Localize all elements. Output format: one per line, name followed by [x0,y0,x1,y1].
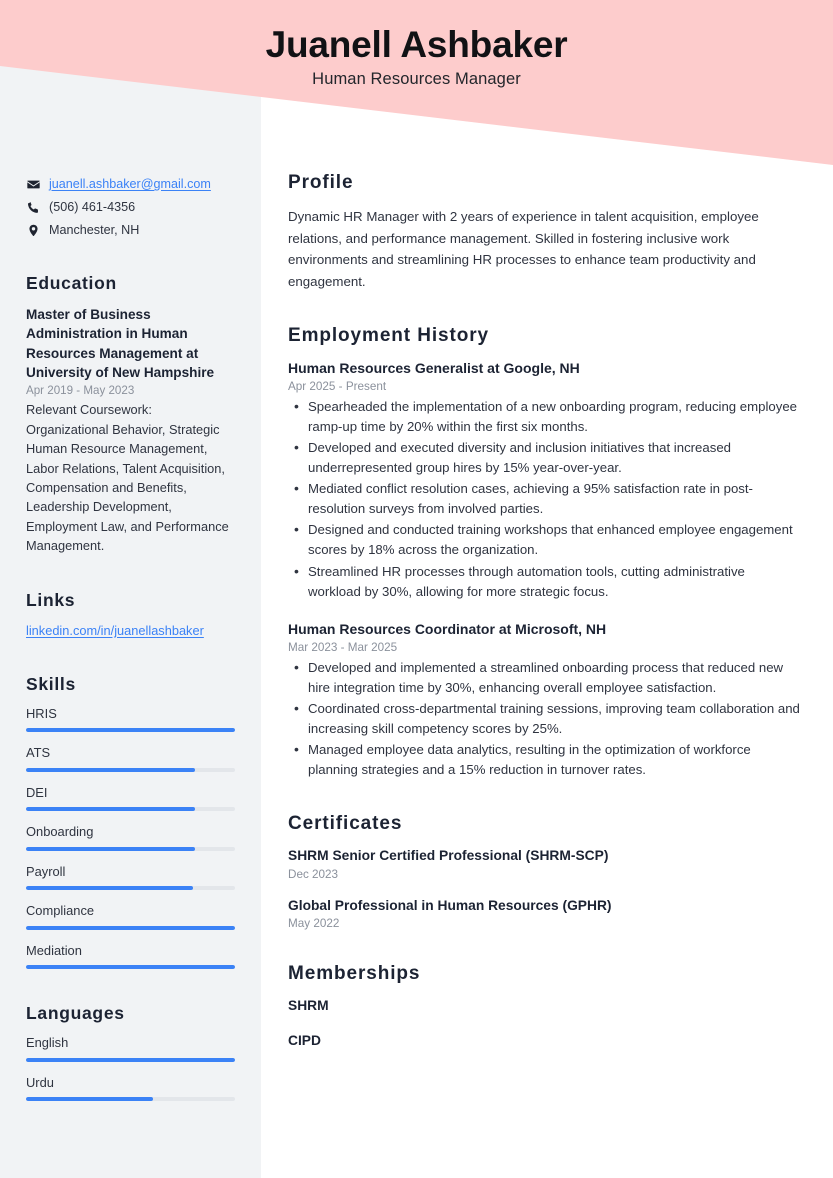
skill-item [26,785,235,811]
skill-item-label: HRIS [26,705,57,721]
certificates-section [288,813,800,930]
job-bullet: • Spearheaded the implementation of a new onboarding program, reducing employee ramp-up time by 20% within the first six months. [288,397,800,437]
profile-heading: Profile [288,172,354,193]
skill-item-bar-track [26,728,235,732]
phone-icon [26,199,40,214]
education-degree: Master of Business Administration in Human Resources Management at University of New Hampshire [26,307,215,380]
contact-row [26,199,235,216]
skill-item-bar-fill [26,886,193,890]
job-role: Human Resources Generalist at Google, NH [288,360,580,377]
job-entry [288,620,800,780]
education-heading: Education [26,273,117,293]
membership-item: CIPD [288,1033,321,1049]
skill-item-bar-track [26,886,235,890]
job-bullet: • Mediated conflict resolution cases, achieving a 95% satisfaction rate in post-resolution surveys from involved parties. [288,479,800,519]
links-heading: Links [26,589,76,610]
skill-item-bar-fill [26,926,235,930]
language-item-label: Urdu [26,1074,54,1090]
job-bullet: • Managed employee data analytics, resulting in the optimization of workforce planning strategies and a 15% reduction in turnover rates. [288,740,800,780]
memberships-heading: Memberships [288,963,421,985]
skill-item [26,706,235,732]
skill-item-bar-track [26,807,235,811]
skill-item-label: DEI [26,784,48,800]
languages-section [26,1003,235,1101]
skills-section [26,674,235,969]
location-pin-icon [26,222,40,237]
language-item-bar-track [26,1097,235,1101]
links-section [26,590,235,640]
languages-list [26,1035,235,1101]
language-item-bar-fill [26,1097,153,1101]
memberships-section [288,963,800,1050]
contact-row[interactable] [26,176,235,193]
skill-item-bar-track [26,926,235,930]
languages-heading: Languages [26,1003,125,1024]
contact-row [26,222,235,239]
contact-value: (506) 461-4356 [49,200,136,214]
membership-item: SHRM [288,998,329,1014]
language-item-label: English [26,1035,69,1051]
job-bullet-list [288,658,800,780]
certificate-name: SHRM Senior Certified Professional (SHRM-SCP) [288,847,609,863]
job-entry [288,359,800,602]
skill-item-label: Mediation [26,942,82,958]
envelope-icon [26,176,40,191]
job-bullet: • Streamlined HR processes through automation tools, cutting administrative workload by 30%, allowing for more strategic focus. [288,562,800,602]
certificate-date: May 2022 [288,917,340,931]
skill-item-bar-track [26,768,235,772]
skill-item [26,903,235,929]
job-dates: Apr 2025 - Present [288,380,387,394]
main-column [261,0,833,1067]
job-bullet: • Coordinated cross-departmental training sessions, improving team collaboration and increasing skill competency scores by 25%. [288,699,800,739]
certificates-list [288,847,800,930]
skill-item [26,943,235,969]
job-bullet: • Designed and conducted training workshops that enhanced employee engagement scores by 18% across the organization. [288,520,800,560]
employment-section [288,325,800,780]
job-bullet-list [288,397,800,602]
skill-item-bar-track [26,847,235,851]
skill-item-bar-fill [26,847,195,851]
skill-item [26,824,235,850]
job-bullet: • Developed and executed diversity and inclusion initiatives that increased underrepresented group hires by 15% year-over-year. [288,438,800,478]
education-description: Relevant Coursework: Organizational Behavior, Strategic Human Resource Management, Labor Relations, Talent Acquisition, Compensation and Benefits, Leadership Development, Employment Law, and Performance Management. [26,402,229,554]
employment-heading: Employment History [288,325,489,347]
language-item-bar-track [26,1058,235,1062]
page-title: Juanell Ashbaker [265,24,568,65]
language-item [26,1035,235,1061]
skill-item [26,864,235,890]
link-linkedin[interactable]: linkedin.com/in/juanellashbaker [26,622,204,638]
skills-list [26,706,235,969]
skill-item-bar-fill [26,768,195,772]
education-section [26,273,235,556]
skill-item-label: Payroll [26,863,66,879]
skill-item-bar-track [26,965,235,969]
contact-list [26,176,235,239]
sidebar [0,0,261,1114]
job-bullet: • Developed and implemented a streamlined onboarding process that reduced new hire integration time by 30%, enhancing overall employee satisfaction. [288,658,800,698]
jobs-list [288,359,800,780]
language-item-bar-fill [26,1058,235,1062]
job-dates: Mar 2023 - Mar 2025 [288,640,398,654]
header-job-title: Human Resources Manager [312,70,521,89]
profile-section [288,172,800,292]
contact-email-link[interactable]: juanell.ashbaker@gmail.com [49,177,211,191]
certificate-entry [288,847,800,881]
job-role: Human Resources Coordinator at Microsoft, NH [288,620,607,637]
education-dates: Apr 2019 - May 2023 [26,384,135,398]
skill-item-label: Compliance [26,903,95,919]
certificate-entry [288,897,800,931]
skill-item-bar-fill [26,807,195,811]
skill-item-label: ATS [26,745,51,761]
certificate-name: Global Professional in Human Resources (GPHR) [288,897,612,913]
contact-value: Manchester, NH [49,223,140,237]
skill-item [26,745,235,771]
language-item [26,1075,235,1101]
skill-item-bar-fill [26,728,235,732]
skill-item-label: Onboarding [26,824,94,840]
memberships-list [288,997,800,1050]
certificate-date: Dec 2023 [288,867,339,881]
skill-item-bar-fill [26,965,235,969]
profile-text: Dynamic HR Manager with 2 years of experience in talent acquisition, employee relations, and performance management. Skilled in fostering inclusive work environments and streamlining HR processes to enhance team productivity and engagement. [288,209,759,289]
skills-heading: Skills [26,673,76,694]
certificates-heading: Certificates [288,812,403,834]
